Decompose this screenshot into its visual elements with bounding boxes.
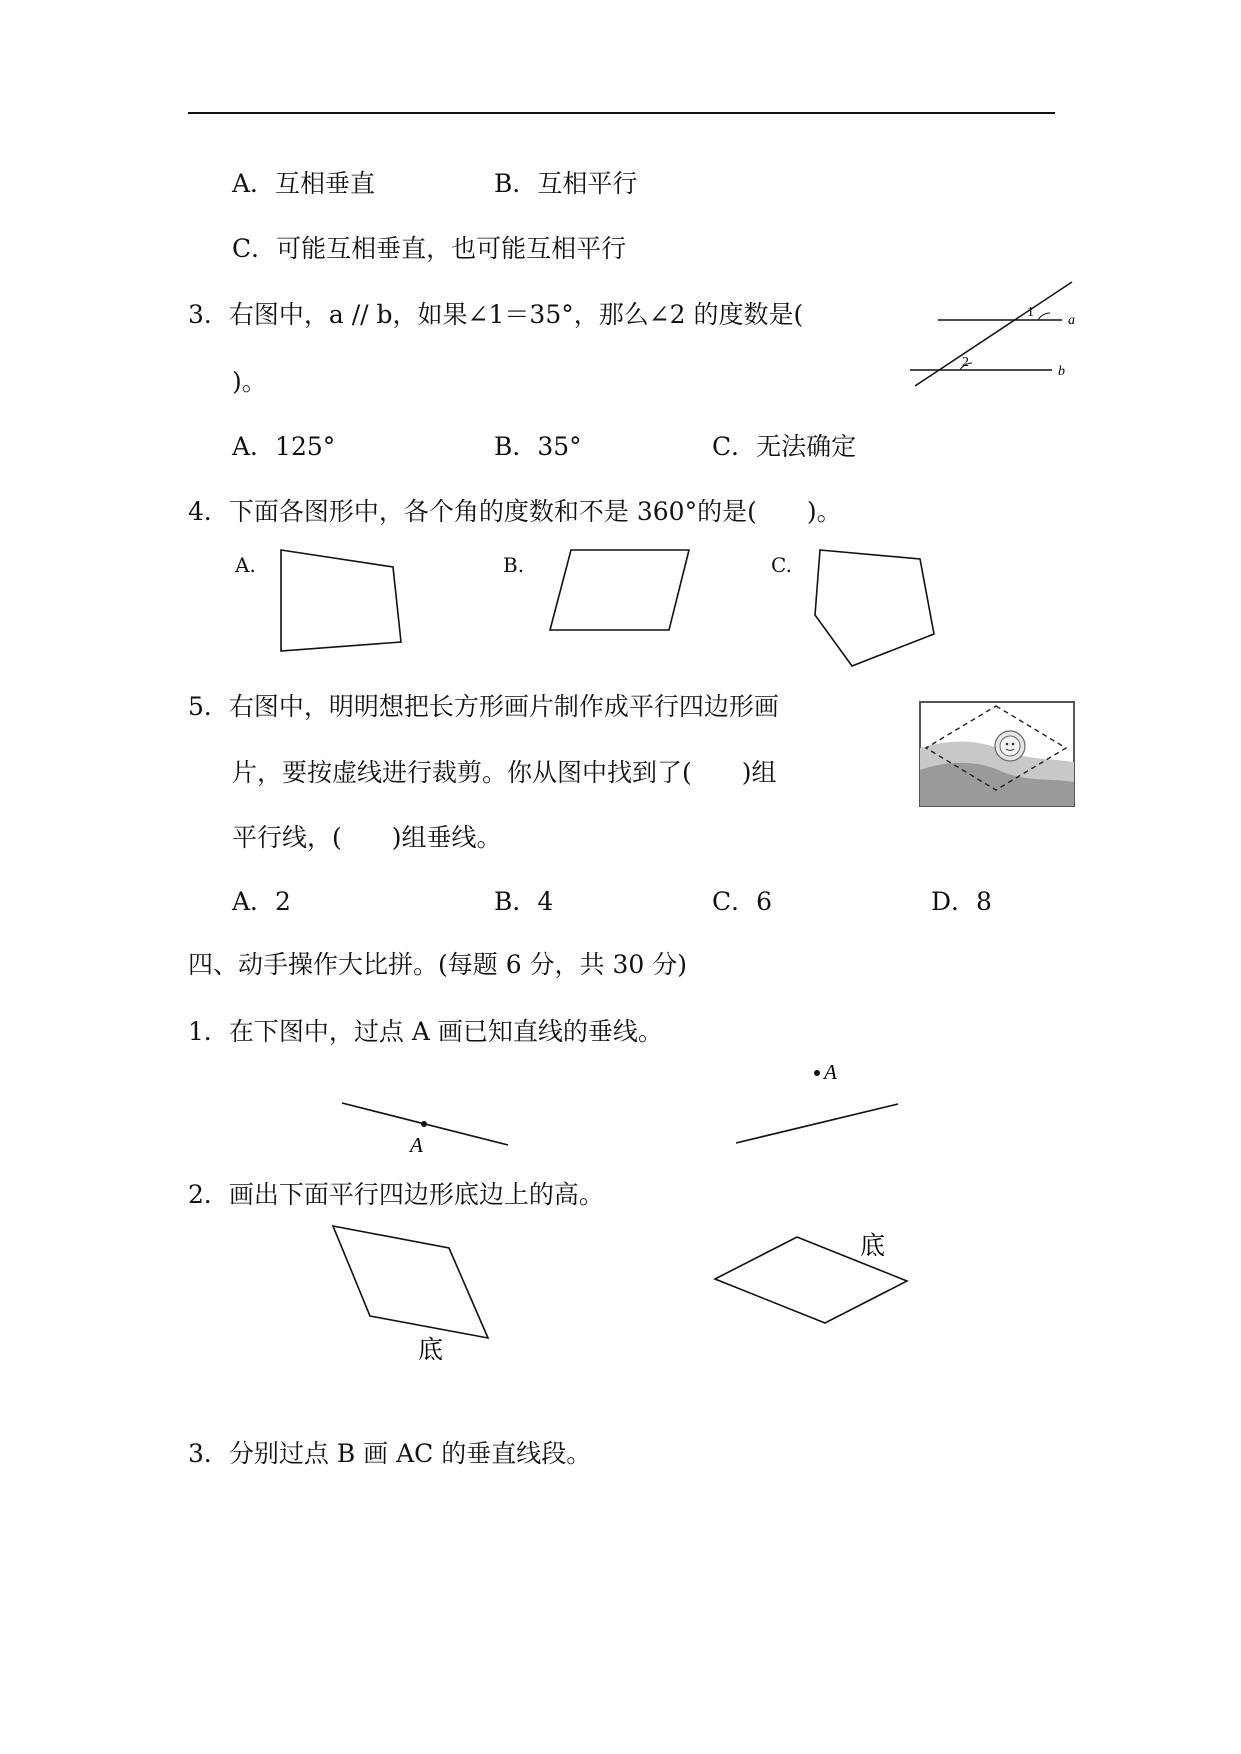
section4-q3-stem: 3．分别过点 B 画 AC 的垂直线段。 [188,1439,592,1468]
q5-stem-line2: 片，要按虚线进行裁剪。你从图中找到了( )组 [232,758,777,787]
q2-base-label-2: 底 [860,1233,886,1260]
line-a-label: a [1068,313,1075,328]
q4-stem: 4．下面各图形中，各个角的度数和不是 360°的是( )。 [188,497,842,526]
q4-label-b: B. [503,553,525,577]
q3-option-a: A．125° [232,432,336,461]
q2-option-a: A．互相垂直 [232,169,376,198]
q3-option-c: C．无法确定 [712,432,857,461]
line-b-label: b [1058,364,1065,379]
q5-option-d: D．8 [931,887,992,916]
q2-base-label-1: 底 [418,1337,444,1364]
q5-stem-line1: 5．右图中，明明想把长方形画片制作成平行四边形画 [188,692,779,721]
section4-title: 四、动手操作大比拼。(每题 6 分，共 30 分) [188,950,688,979]
q5-option-b: B．4 [494,887,554,916]
q5-option-a: A．2 [232,887,291,916]
q3-stem-line2: )。 [232,367,267,396]
q3-option-b: B．35° [494,432,582,461]
angle-2-label: 2 [962,355,969,370]
q5-stem-line3: 平行线，( )组垂线。 [232,823,502,852]
q2-option-b: B．互相平行 [494,169,638,198]
section4-q1-stem: 1．在下图中，过点 A 画已知直线的垂线。 [188,1017,663,1046]
q3-stem-line1: 3．右图中，a // b，如果∠1＝35°，那么∠2 的度数是( [188,300,804,329]
q4-label-c: C. [771,553,792,577]
q2-option-c: C．可能互相垂直，也可能互相平行 [232,234,627,263]
section4-q2-stem: 2．画出下面平行四边形底边上的高。 [188,1180,604,1209]
q1-point-a-label-1: A [410,1133,423,1157]
angle-1-label: 1 [1027,305,1034,320]
q2-parallelogram-left [333,1226,488,1338]
q5-option-c: C．6 [712,887,773,916]
q4-label-a: A. [235,553,256,577]
q1-point-a-label-2: A [824,1060,837,1084]
